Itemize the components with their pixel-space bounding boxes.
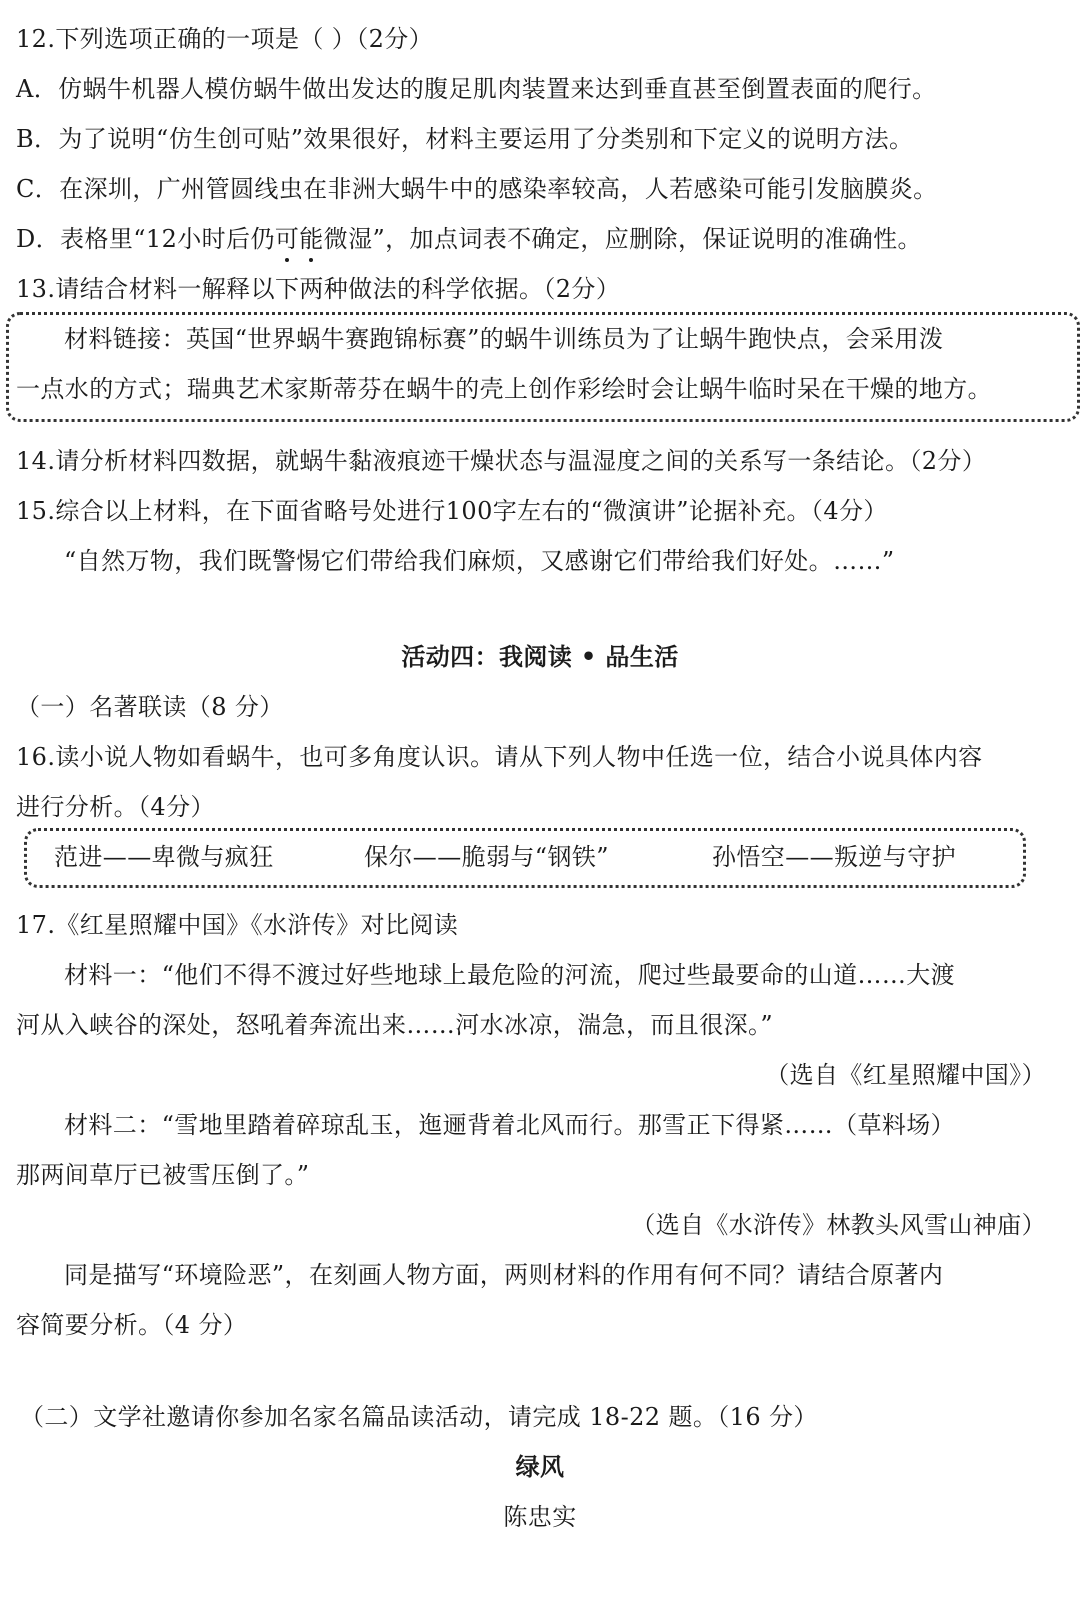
q14-stem: 14.请分析材料四数据，就蜗牛黏液痕迹干燥状态与温湿度之间的关系写一条结论。（2分） bbox=[16, 447, 987, 475]
q15-stem: 15.综合以上材料，在下面省略号处进行100字左右的“微演讲”论据补充。（4分） bbox=[16, 497, 888, 525]
q12-option-d bbox=[16, 222, 922, 256]
q12-option-b: B．为了说明“仿生创可贴”效果很好，材料主要运用了分类别和下定义的说明方法。 bbox=[16, 125, 914, 153]
character-option-paul: 保尔——脆弱与“钢铁” bbox=[364, 843, 609, 871]
activity4-part1-heading: （一）名著联读（8 分） bbox=[16, 693, 284, 721]
dotted-char: 可 bbox=[275, 222, 299, 256]
q16-stem-line-1: 16.读小说人物如看蜗牛，也可多角度认识。请从下列人物中任选一位，结合小说具体内容 bbox=[16, 743, 983, 771]
q15-quote: “自然万物，我们既警惕它们带给我们麻烦，又感谢它们带给我们好处。……” bbox=[64, 547, 895, 575]
dotted-char: 能 bbox=[299, 222, 323, 256]
q12-option-d-start: D．表格里“12小时后仍 bbox=[16, 225, 275, 253]
q17-material2-line-1: 材料二：“雪地里踏着碎琼乱玉，迤逦背着北风而行。那雪正下得紧……（草料场） bbox=[64, 1111, 956, 1139]
q17-material1-source: （选自《红星照耀中国》） bbox=[765, 1061, 1046, 1089]
q17-material2-line-2: 那两间草厅已被雪压倒了。” bbox=[16, 1161, 310, 1189]
q12-option-d-end: 微湿”，加点词表不确定，应删除，保证说明的准确性。 bbox=[323, 225, 922, 253]
material-link-line-1: 材料链接：英国“世界蜗牛赛跑锦标赛”的蜗牛训练员为了让蜗牛跑快点，会采用泼 bbox=[64, 325, 944, 353]
poem-author: 陈忠实 bbox=[503, 1503, 577, 1531]
q16-stem-line-2: 进行分析。（4分） bbox=[16, 793, 215, 821]
q17-stem: 17.《红星照耀中国》《水浒传》对比阅读 bbox=[16, 911, 459, 939]
activity4-title: 活动四：我阅读 • 品生活 bbox=[401, 642, 679, 671]
material-link-line-2: 一点水的方式；瑞典艺术家斯蒂芬在蜗牛的壳上创作彩绘时会让蜗牛临时呆在干燥的地方。 bbox=[16, 375, 992, 403]
q17-material2-source: （选自《水浒传》林教头风雪山神庙） bbox=[631, 1211, 1046, 1239]
poem-title: 绿风 bbox=[515, 1452, 565, 1481]
q17-question-line-2: 容简要分析。（4 分） bbox=[16, 1311, 248, 1339]
q12-option-c: C．在深圳，广州管圆线虫在非洲大蜗牛中的感染率较高，人若感染可能引发脑膜炎。 bbox=[16, 175, 938, 203]
q12-option-a: A．仿蜗牛机器人模仿蜗牛做出发达的腹足肌肉装置来达到垂直甚至倒置表面的爬行。 bbox=[16, 75, 937, 103]
q17-material1-line-1: 材料一：“他们不得不渡过好些地球上最危险的河流，爬过些最要命的山道……大渡 bbox=[64, 961, 956, 989]
q17-material1-line-2: 河从入峡谷的深处，怒吼着奔流出来……河水冰凉，湍急，而且很深。” bbox=[16, 1011, 774, 1039]
q17-question-line-1: 同是描写“环境险恶”，在刻画人物方面，两则材料的作用有何不同？请结合原著内 bbox=[64, 1261, 944, 1289]
part2-intro: （二）文学社邀请你参加名家名篇品读活动，请完成 18-22 题。（16 分） bbox=[20, 1403, 818, 1431]
character-option-fanjin: 范进——卑微与疯狂 bbox=[54, 843, 274, 871]
q12-stem: 12.下列选项正确的一项是（ ）（2分） bbox=[16, 25, 434, 53]
character-option-sunwukong: 孙悟空——叛逆与守护 bbox=[712, 843, 956, 871]
q13-stem: 13.请结合材料一解释以下两种做法的科学依据。（2分） bbox=[16, 275, 621, 303]
